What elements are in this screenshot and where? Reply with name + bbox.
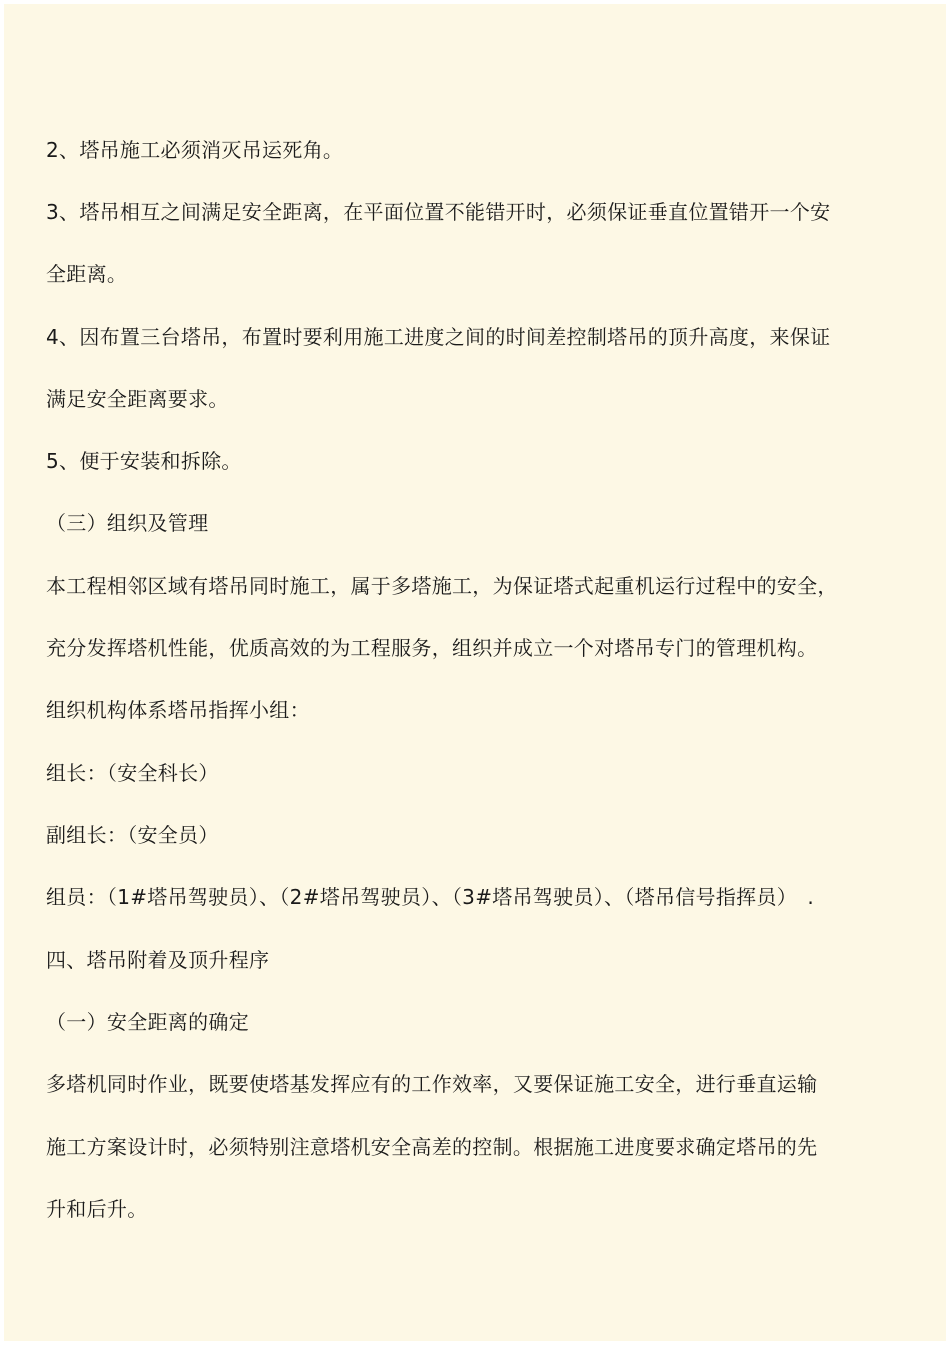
paragraph-line: 本工程相邻区域有塔吊同时施工，属于多塔施工，为保证塔式起重机运行过程中的安全， xyxy=(46,574,838,598)
section-heading-organization: （三）组织及管理 xyxy=(46,511,209,535)
text-line-item-4: 4、因布置三台塔吊，布置时要利用施工进度之间的时间差控制塔吊的顶升高度，来保证 xyxy=(46,325,831,349)
text-line-item-3: 3、塔吊相互之间满足安全距离，在平面位置不能错开时，必须保证垂直位置错开一个安 xyxy=(46,200,831,224)
text-line-item-4-cont: 满足安全距离要求。 xyxy=(46,387,229,411)
deputy-leader-line: 副组长：（安全员） xyxy=(46,823,219,847)
section-heading-safety-distance: （一）安全距离的确定 xyxy=(46,1010,249,1034)
chapter-heading: 四、塔吊附着及顶升程序 xyxy=(46,948,270,972)
paragraph-line: 升和后升。 xyxy=(46,1197,148,1221)
paragraph-line: 充分发挥塔机性能，优质高效的为工程服务，组织并成立一个对塔吊专门的管理机构。 xyxy=(46,636,818,660)
text-line-item-2: 2、塔吊施工必须消灭吊运死角。 xyxy=(46,138,344,162)
group-leader-line: 组长：（安全科长） xyxy=(46,761,219,785)
text-line-item-5: 5、便于安装和拆除。 xyxy=(46,449,242,473)
paragraph-line: 多塔机同时作业，既要使塔基发挥应有的工作效率，又要保证施工安全，进行垂直运输 xyxy=(46,1072,818,1096)
org-structure-label: 组织机构体系塔吊指挥小组： xyxy=(46,698,310,722)
document-page xyxy=(4,4,946,1341)
text-line-item-3-cont: 全距离。 xyxy=(46,262,128,286)
paragraph-line: 施工方案设计时，必须特别注意塔机安全高差的控制。根据施工进度要求确定塔吊的先 xyxy=(46,1135,818,1159)
members-line: 组员：（1#塔吊驾驶员）、（2#塔吊驾驶员）、（3#塔吊驾驶员）、（塔吊信号指挥员） . xyxy=(46,885,815,909)
